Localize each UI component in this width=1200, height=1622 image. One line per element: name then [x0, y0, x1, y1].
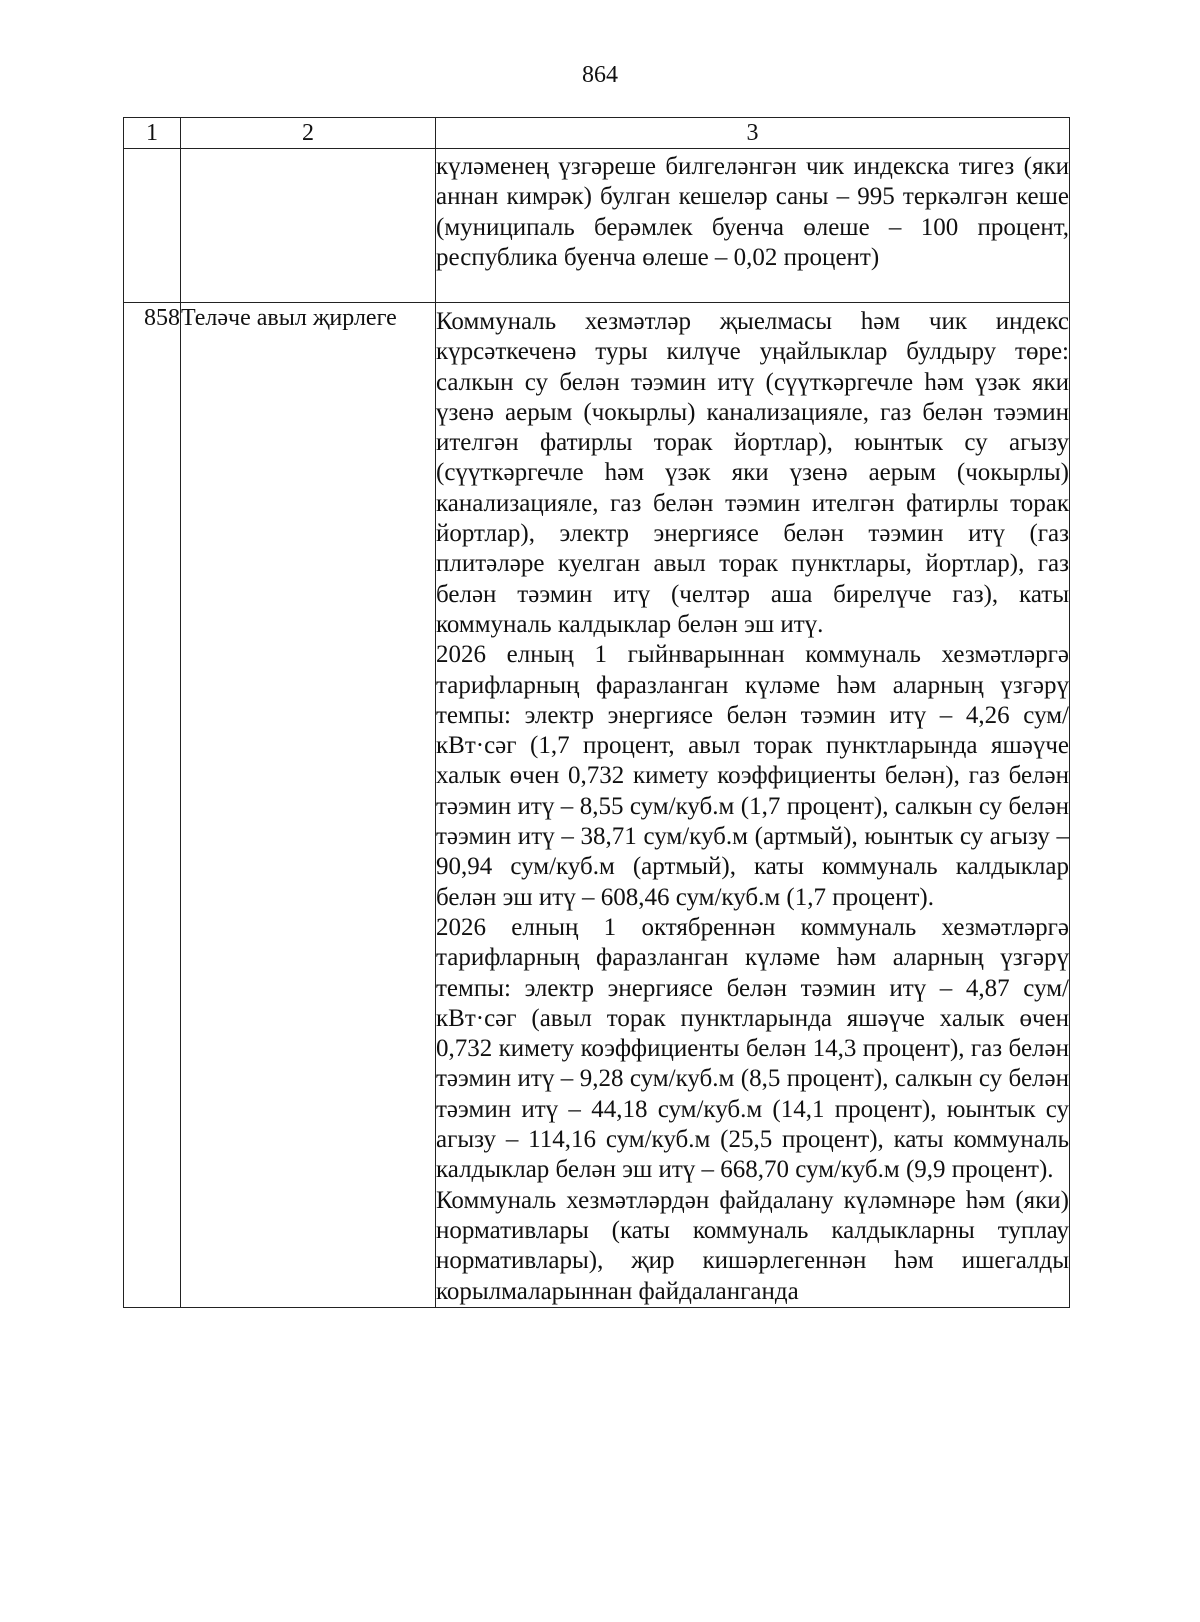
table-row	[124, 149, 1070, 303]
description-paragraph: күләменең үзгәреше билгеләнгән чик индекска тигез (яки аннан кимрәк) булган кешеләр саны – 995 теркәлгән кеше (муниципаль берәмлек буенча өлеше – 100 процент, республика буенча өлеше – 0,02 процент)	[436, 153, 1069, 271]
row-number-cell: 858	[124, 303, 181, 1308]
column-header-2: 2	[181, 118, 436, 149]
description-paragraph: Коммуналь хезмәтләр җыелмасы һәм чик индекс күрсәткеченә туры килүче уңайлыклар булдыру төре: салкын су белән тәэмин итү (сүүткәргечле һәм үзәк яки үзенә аерым (чокырлы) канализацияле, газ белән тәэмин ителгән фатирлы торак йортлар), юынтык су агызу (сүүткәргечле һәм үзәк яки үзенә аерым (чокырлы) канализацияле, газ белән тәэмин ителгән фатирлы торак йортлар), электр энергиясе белән тәэмин итү (газ плитәләре куелган авыл торак пунктлары, йортлар), газ белән тәэмин итү (челтәр аша бирелүче газ), каты коммуналь калдыклар белән эш итү.	[436, 308, 1069, 638]
row-number-cell	[124, 149, 181, 303]
description-paragraph: 2026 елның 1 октябреннән коммуналь хезмәтләргә тарифларның фаразланган күләме һәм аларның үзгәрү темпы: электр энергиясе белән тәэмин итү – 4,87 сум/кВт·сәг (авыл торак пунктларында яшәүче халык өчен 0,732 кимету коэффициенты белән 14,3 процент), газ белән тәэмин итү – 9,28 сум/куб.м (8,5 процент), салкын су белән тәэмин итү – 44,18 сум/куб.м (14,1 процент), юынтык су агызу – 114,16 сум/куб.м (25,5 процент), каты коммуналь калдыклар белән эш итү – 668,70 сум/куб.м (9,9 процент).	[436, 913, 1069, 1184]
description-cell	[436, 303, 1070, 1308]
description-paragraph: Коммуналь хезмәтләрдән файдалану күләмнәре һәм (яки) нормативлары (каты коммуналь калдыкларны туплау нормативлары), җир кишәрлегеннән һәм ишегалды корылмаларыннан файдаланганда	[436, 1186, 1069, 1305]
settlement-name-cell: Теләче авыл җирлеге	[181, 303, 436, 1308]
table-row	[124, 303, 1070, 1308]
description-cell	[436, 149, 1070, 303]
column-header-3: 3	[436, 118, 1070, 149]
page-number: 864	[582, 62, 618, 88]
settlement-name-cell	[181, 149, 436, 303]
document-table	[123, 117, 1070, 1308]
description-paragraph: 2026 елның 1 гыйнварыннан коммуналь хезмәтләргә тарифларның фаразланган күләме һәм аларның үзгәрү темпы: электр энергиясе белән тәэмин итү – 4,26 сум/кВт·сәг (1,7 процент, авыл торак пунктларында яшәүче халык өчен 0,732 кимету коэффициенты белән), газ белән тәэмин итү – 8,55 сум/куб.м (1,7 процент), салкын су белән тәэмин итү – 38,71 сум/куб.м (артмый), юынтык су агызу – 90,94 сум/куб.м (артмый), каты коммуналь калдыклар белән эш итү – 608,46 сум/куб.м (1,7 процент).	[436, 641, 1069, 911]
column-header-1: 1	[124, 118, 181, 149]
table-header-row	[124, 118, 1070, 149]
